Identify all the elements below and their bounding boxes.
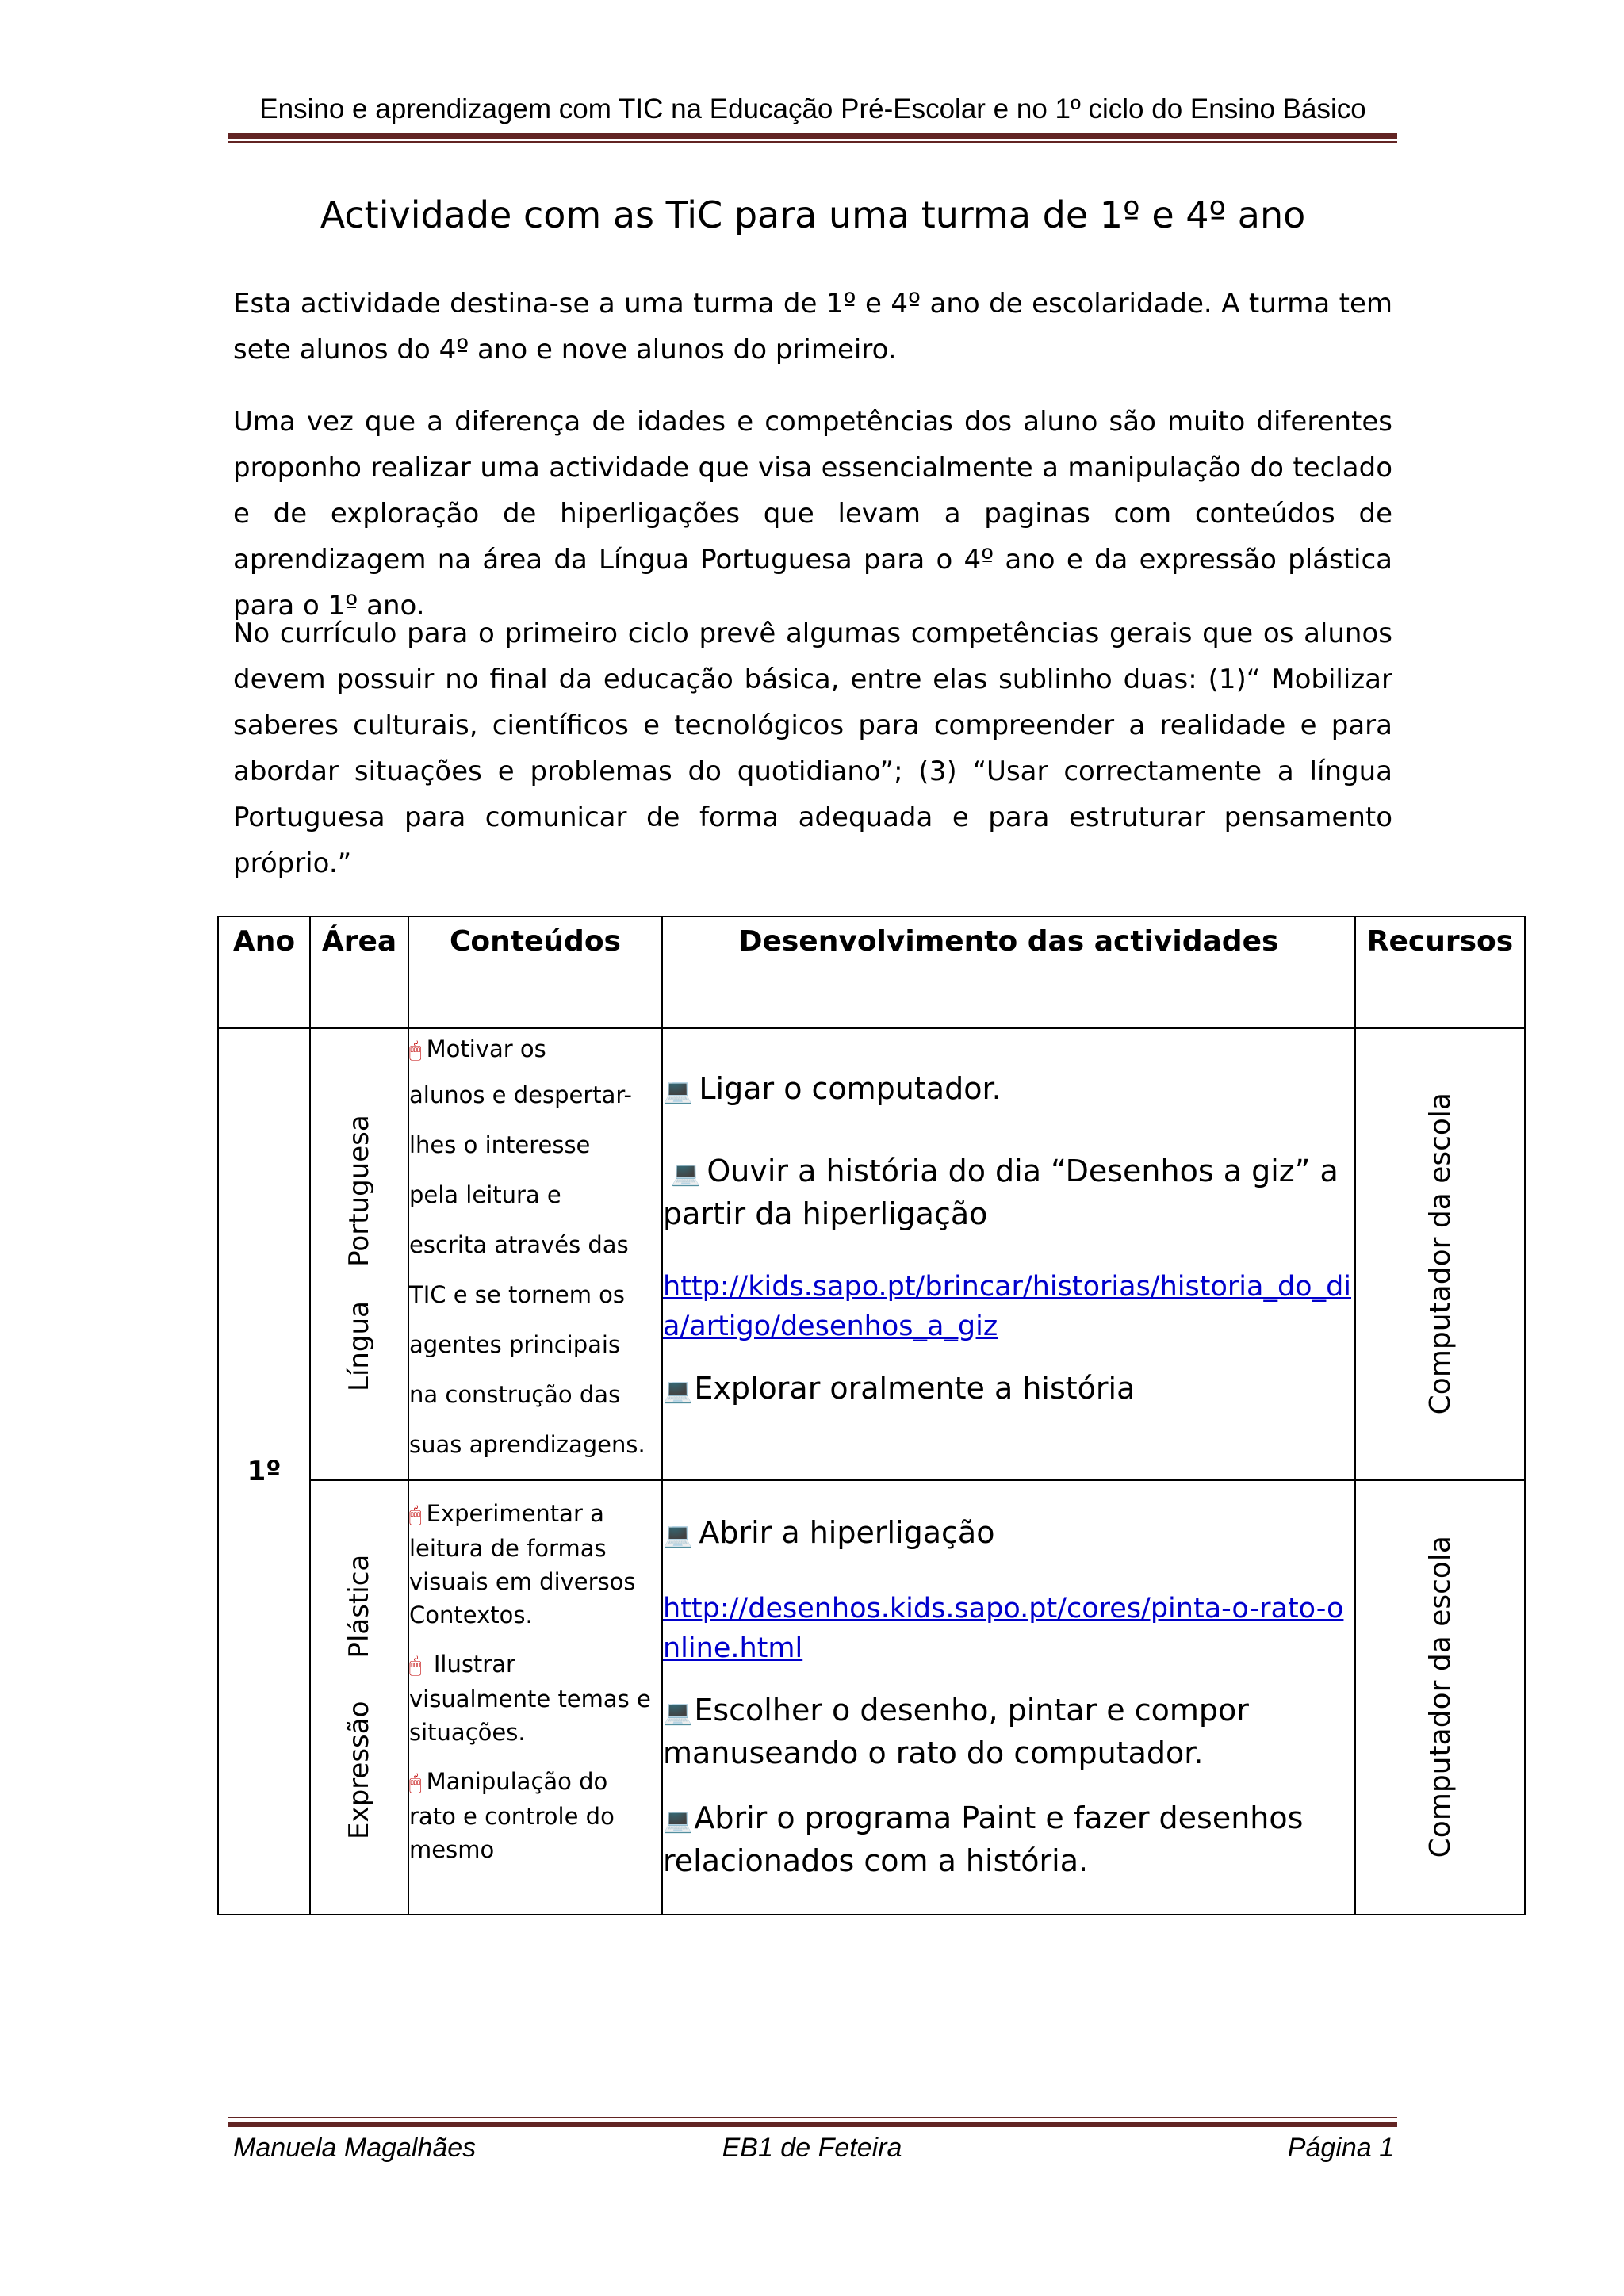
conteudo-line: alunos e despertar- (409, 1081, 632, 1108)
conteudos-cell-2 (408, 1480, 662, 1915)
conteudo-line: pela leitura e (409, 1181, 561, 1208)
header-rule-thin (228, 141, 1397, 143)
conteudo-item: 🖱 Manipulação do rato e controle do mesmo (409, 1768, 615, 1863)
computer-icon: 💻 (663, 1521, 693, 1549)
computer-icon: 💻 (663, 1807, 693, 1835)
table-header-row (218, 916, 1525, 1028)
conteudo-line: na construção das (409, 1381, 621, 1408)
footer-rule-thin (228, 2117, 1397, 2118)
mouse-icon: 🖱 (409, 1039, 422, 1062)
drawing-link[interactable]: http://desenhos.kids.sapo.pt/cores/pinta-o-rato-online.html (663, 1593, 1344, 1664)
desenvolvimento-cell-2 (662, 1480, 1355, 1915)
page-title: Actividade com as TiC para uma turma de 1º e 4º ano (320, 193, 1306, 236)
header-area: Área (310, 916, 408, 1028)
paragraph-2: Uma vez que a diferença de idades e competências dos aluno são muito diferentes proponho realizar uma actividade que visa essencialmente a manipulação do teclado e de exploração de hiperligações que levam a paginas com conteúdos de aprendizagem na área da Língua Portuguesa para o 4º ano e da expressão plástica para o 1º ano. (233, 406, 1392, 622)
recursos-label: Computador da escola (1423, 1092, 1457, 1415)
header-recursos: Recursos (1355, 916, 1525, 1028)
activity-step: 💻Abrir o programa Paint e fazer desenhos relacionados com a história. (663, 1800, 1304, 1878)
computer-icon: 💻 (671, 1160, 701, 1188)
computer-icon: 💻 (663, 1699, 693, 1727)
mouse-icon: 🖱 (409, 1654, 422, 1678)
recursos-cell-1 (1355, 1028, 1525, 1480)
running-header: Ensino e aprendizagem com TIC na Educação Pré-Escolar e no 1º ciclo do Ensino Básico (259, 94, 1366, 124)
area-label-expressao: Expressão Plástica (343, 1554, 375, 1839)
paragraph-1: Esta actividade destina-se a uma turma de 1º e 4º ano de escolaridade. A turma tem sete alunos do 4º ano e nove alunos do primeiro. (233, 288, 1392, 365)
conteudo-line: TIC e se tornem os (409, 1281, 626, 1308)
conteudo-item: 🖱 Experimentar a leitura de formas visuais em diversos Contextos. (409, 1500, 636, 1628)
conteudo-line: escrita através das (409, 1231, 629, 1258)
area-cell-1 (310, 1028, 408, 1480)
conteudo-line: agentes principais (409, 1331, 621, 1358)
recursos-label: Computador da escola (1423, 1535, 1457, 1858)
activity-step: 💻 Ouvir a história do dia “Desenhos a giz” a partir da hiperligação (663, 1154, 1339, 1231)
table-row (218, 1028, 1525, 1480)
conteudos-cell-1 (408, 1028, 662, 1480)
activity-step: 💻Escolher o desenho, pintar e compor manuseando o rato do computador. (663, 1693, 1249, 1770)
computer-icon: 💻 (663, 1377, 693, 1405)
footer-rule (228, 2122, 1397, 2127)
header-desenvolvimento: Desenvolvimento das actividades (662, 916, 1355, 1028)
mouse-icon: 🖱 (409, 1503, 422, 1527)
story-link[interactable]: http://kids.sapo.pt/brincar/historias/historia_do_dia/artigo/desenhos_a_giz (663, 1271, 1352, 1342)
header-rule (228, 133, 1397, 139)
area-label-lingua: Língua Portuguesa (343, 1115, 375, 1392)
area-cell-2 (310, 1480, 408, 1915)
activity-step: 💻 Ligar o computador. (663, 1071, 1002, 1106)
conteudo-line: 🖱 Motivar os (409, 1035, 546, 1062)
ano-cell: 1º (218, 1028, 310, 1915)
conteudo-item: 🖱 Ilustrar visualmente temas e situações. (409, 1651, 651, 1746)
conteudo-line: suas aprendizagens. (409, 1431, 645, 1458)
footer-school: EB1 de Feteira (722, 2133, 902, 2163)
footer-page: Página 1 (1287, 2133, 1394, 2163)
paragraph-3: No currículo para o primeiro ciclo prevê algumas competências gerais que os alunos devem possuir no final da educação básica, entre elas sublinho duas: (1)“ Mobilizar saberes culturais, científicos e tecnológicos para compreender a realidade e para abordar situações e problemas do quotidiano”; (3) “Usar correctamente a língua Portuguesa para comunicar de forma adequada e para estruturar pensamento próprio.” (233, 618, 1392, 879)
header-ano: Ano (218, 916, 310, 1028)
desenvolvimento-cell-1 (662, 1028, 1355, 1480)
activity-table (217, 916, 1526, 1915)
table-row (218, 1480, 1525, 1915)
computer-icon: 💻 (663, 1077, 693, 1105)
footer-author: Manuela Magalhães (233, 2133, 477, 2163)
recursos-cell-2 (1355, 1480, 1525, 1915)
conteudo-line: lhes o interesse (409, 1131, 591, 1158)
activity-step: 💻Explorar oralmente a história (663, 1371, 1136, 1406)
mouse-icon: 🖱 (409, 1771, 422, 1795)
header-conteudos: Conteúdos (408, 916, 662, 1028)
activity-step: 💻 Abrir a hiperligação (663, 1515, 995, 1550)
